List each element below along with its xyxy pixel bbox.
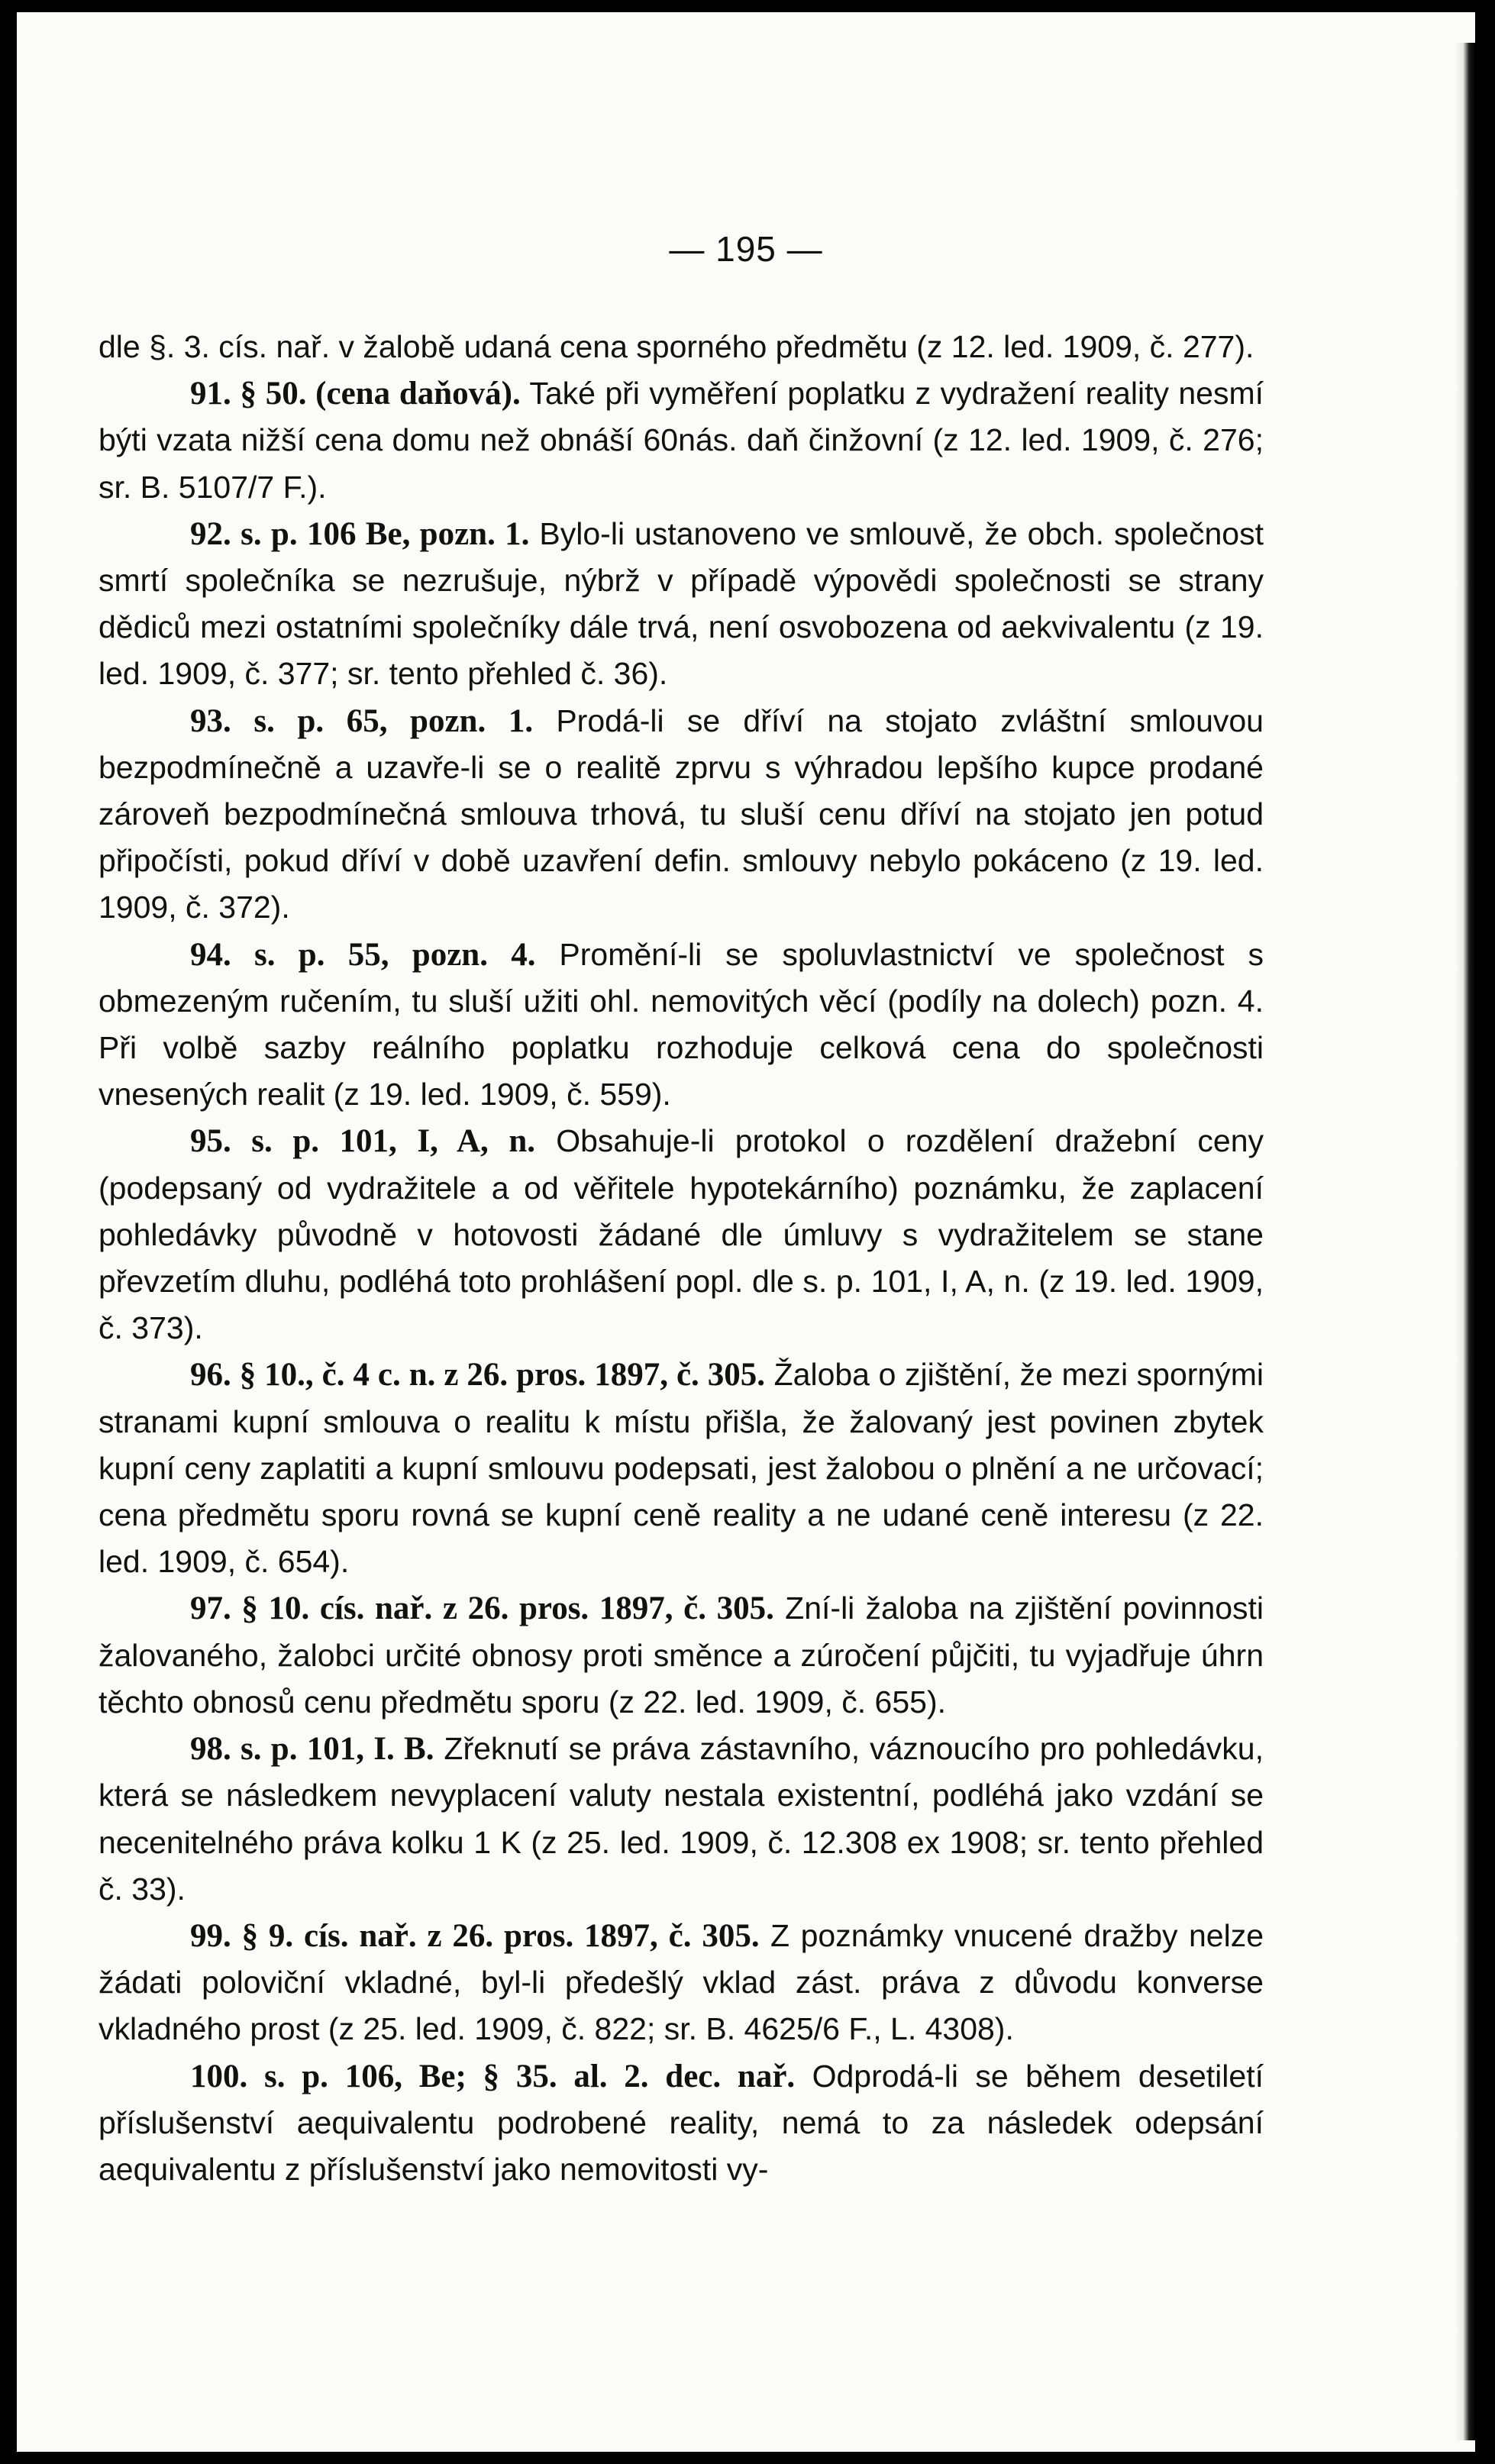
entry-text: Odprodá-li se během desetiletí příslušenství aequivalentu podrobené reality, nemá to za následek odepsání aequivalentu z příslušenství jako nemovitosti vy- [98,2058,1264,2187]
entry-text: Z poznámky vnucené dražby nelze žádati poloviční vkladné, byl-li předešlý vklad zást. práva z důvodu konverse vkladného prost (z 25. led. 1909, č. 822; sr. B. 4625/6 F., L. 4308). [98,1917,1264,2047]
entry-ref: 94. s. p. 55, pozn. 4. [190,936,536,973]
entry-98 [98,1726,1264,1913]
entry-99 [98,1913,1264,2053]
entry-text: Bylo-li ustanoveno ve smlouvě, že obch. společnost smrtí společníka se nezrušuje, nýbrž v případě výpovědi společnosti se strany dědiců mezi ostatními společníky dále trvá, není osvobozena od aekvivalentu (z 19. led. 1909, č. 377; sr. tento přehled č. 36). [98,515,1264,692]
entry-text: Zřeknutí se práva zástavního, váznoucího pro pohledávku, která se následkem nevyplacení valuty nestala existentní, podléhá jako vzdání se necenitelného práva kolku 1 K (z 25. led. 1909, č. 12.308 ex 1908; sr. tento přehled č. 33). [98,1731,1264,1907]
entry-ref: 99. § 9. cís. nař. z 26. pros. 1897, č. 305. [190,1917,760,1954]
entry-text: Prodá-li se dříví na stojato zvláštní smlouvou bezpodmínečně a uzavře-li se o realitě zprvu s výhradou lepšího kupce prodané zároveň bezpodmínečná smlouva trhová, tu sluší cenu dříví na stojato jen potud připočísti, pokud dříví v době uzavření defin. smlouvy nebylo pokáceno (z 19. led. 1909, č. 372). [98,702,1264,925]
entry-93 [98,698,1264,932]
entry-92 [98,511,1264,698]
entry-ref: 98. s. p. 101, I. B. [190,1731,434,1768]
page-body [98,324,1264,2193]
entry-text: Promění-li se spoluvlastnictví ve společnost s obmezeným ručením, tu sluší užiti ohl. nemovitých věcí (podíly na dolech) pozn. 4. Při volbě sazby reálního poplatku rozhoduje celková cena do společnosti vnesených realit (z 19. led. 1909, č. 559). [98,936,1264,1113]
entry-text: Také při vyměření poplatku z vydražení reality nesmí býti vzata nižší cena domu než obnáší 60nás. daň činžovní (z 12. led. 1909, č. 276; sr. B. 5107/7 F.). [98,376,1264,505]
page-number: — 195 — [669,229,823,269]
entry-ref: 100. s. p. 106, Be; § 35. al. 2. dec. nař. [190,2058,796,2094]
scan-edge [1455,43,1475,2440]
entry-ref: 95. s. p. 101, I, A, n. [190,1123,536,1160]
entry-text: Žaloba o zjištění, že mezi spornými stranami kupní smlouva o realitu k místu přišla, že žalovaný jest povinen zbytek kupní ceny zaplatiti a kupní smlouvu podepsati, jest žalobou o plnění a ne určovací; cena předmětu sporu rovná se kupní ceně reality a ne udané ceně interesu (z 22. led. 1909, č. 654). [98,1357,1264,1580]
entry-95 [98,1118,1264,1351]
entry-ref: 97. § 10. cís. nař. z 26. pros. 1897, č. 305. [190,1590,774,1627]
entry-96 [98,1351,1264,1585]
entry-text: Obsahuje-li protokol o rozdělení dražební ceny (podepsaný od vydražitele a od věřitele hypotekárního) poznámku, že zaplacení pohledávky původně v hotovosti žádané dle úmluvy s vydražitelem se stane převzetím dluhu, podléhá toto prohlášení popl. dle s. p. 101, I, A, n. (z 19. led. 1909, č. 373). [98,1123,1264,1346]
entry-text: Zní-li žaloba na zjištění povinnosti žalovaného, žalobci určité obnosy proti směnce a zúročení půjčiti, tu vyjadřuje úhrn těchto obnosů cenu předmětu sporu (z 22. led. 1909, č. 655). [98,1590,1264,1720]
scanned-page [17,12,1475,2452]
entry-text: dle §. 3. cís. nař. v žalobě udaná cena sporného předmětu (z 12. led. 1909, č. 277). [98,329,1254,364]
entry-ref: 92. s. p. 106 Be, pozn. 1. [190,515,530,552]
entry-ref: 96. § 10., č. 4 c. n. z 26. pros. 1897, č. 305. [190,1357,766,1393]
entry-97 [98,1585,1264,1726]
entry-ref: 91. § 50. (cena daňová). [190,376,521,412]
entry-100 [98,2053,1264,2194]
entry-ref: 93. s. p. 65, pozn. 1. [190,702,534,739]
entry-91 [98,370,1264,511]
entry-94 [98,932,1264,1119]
entry-90-continuation [98,324,1264,370]
